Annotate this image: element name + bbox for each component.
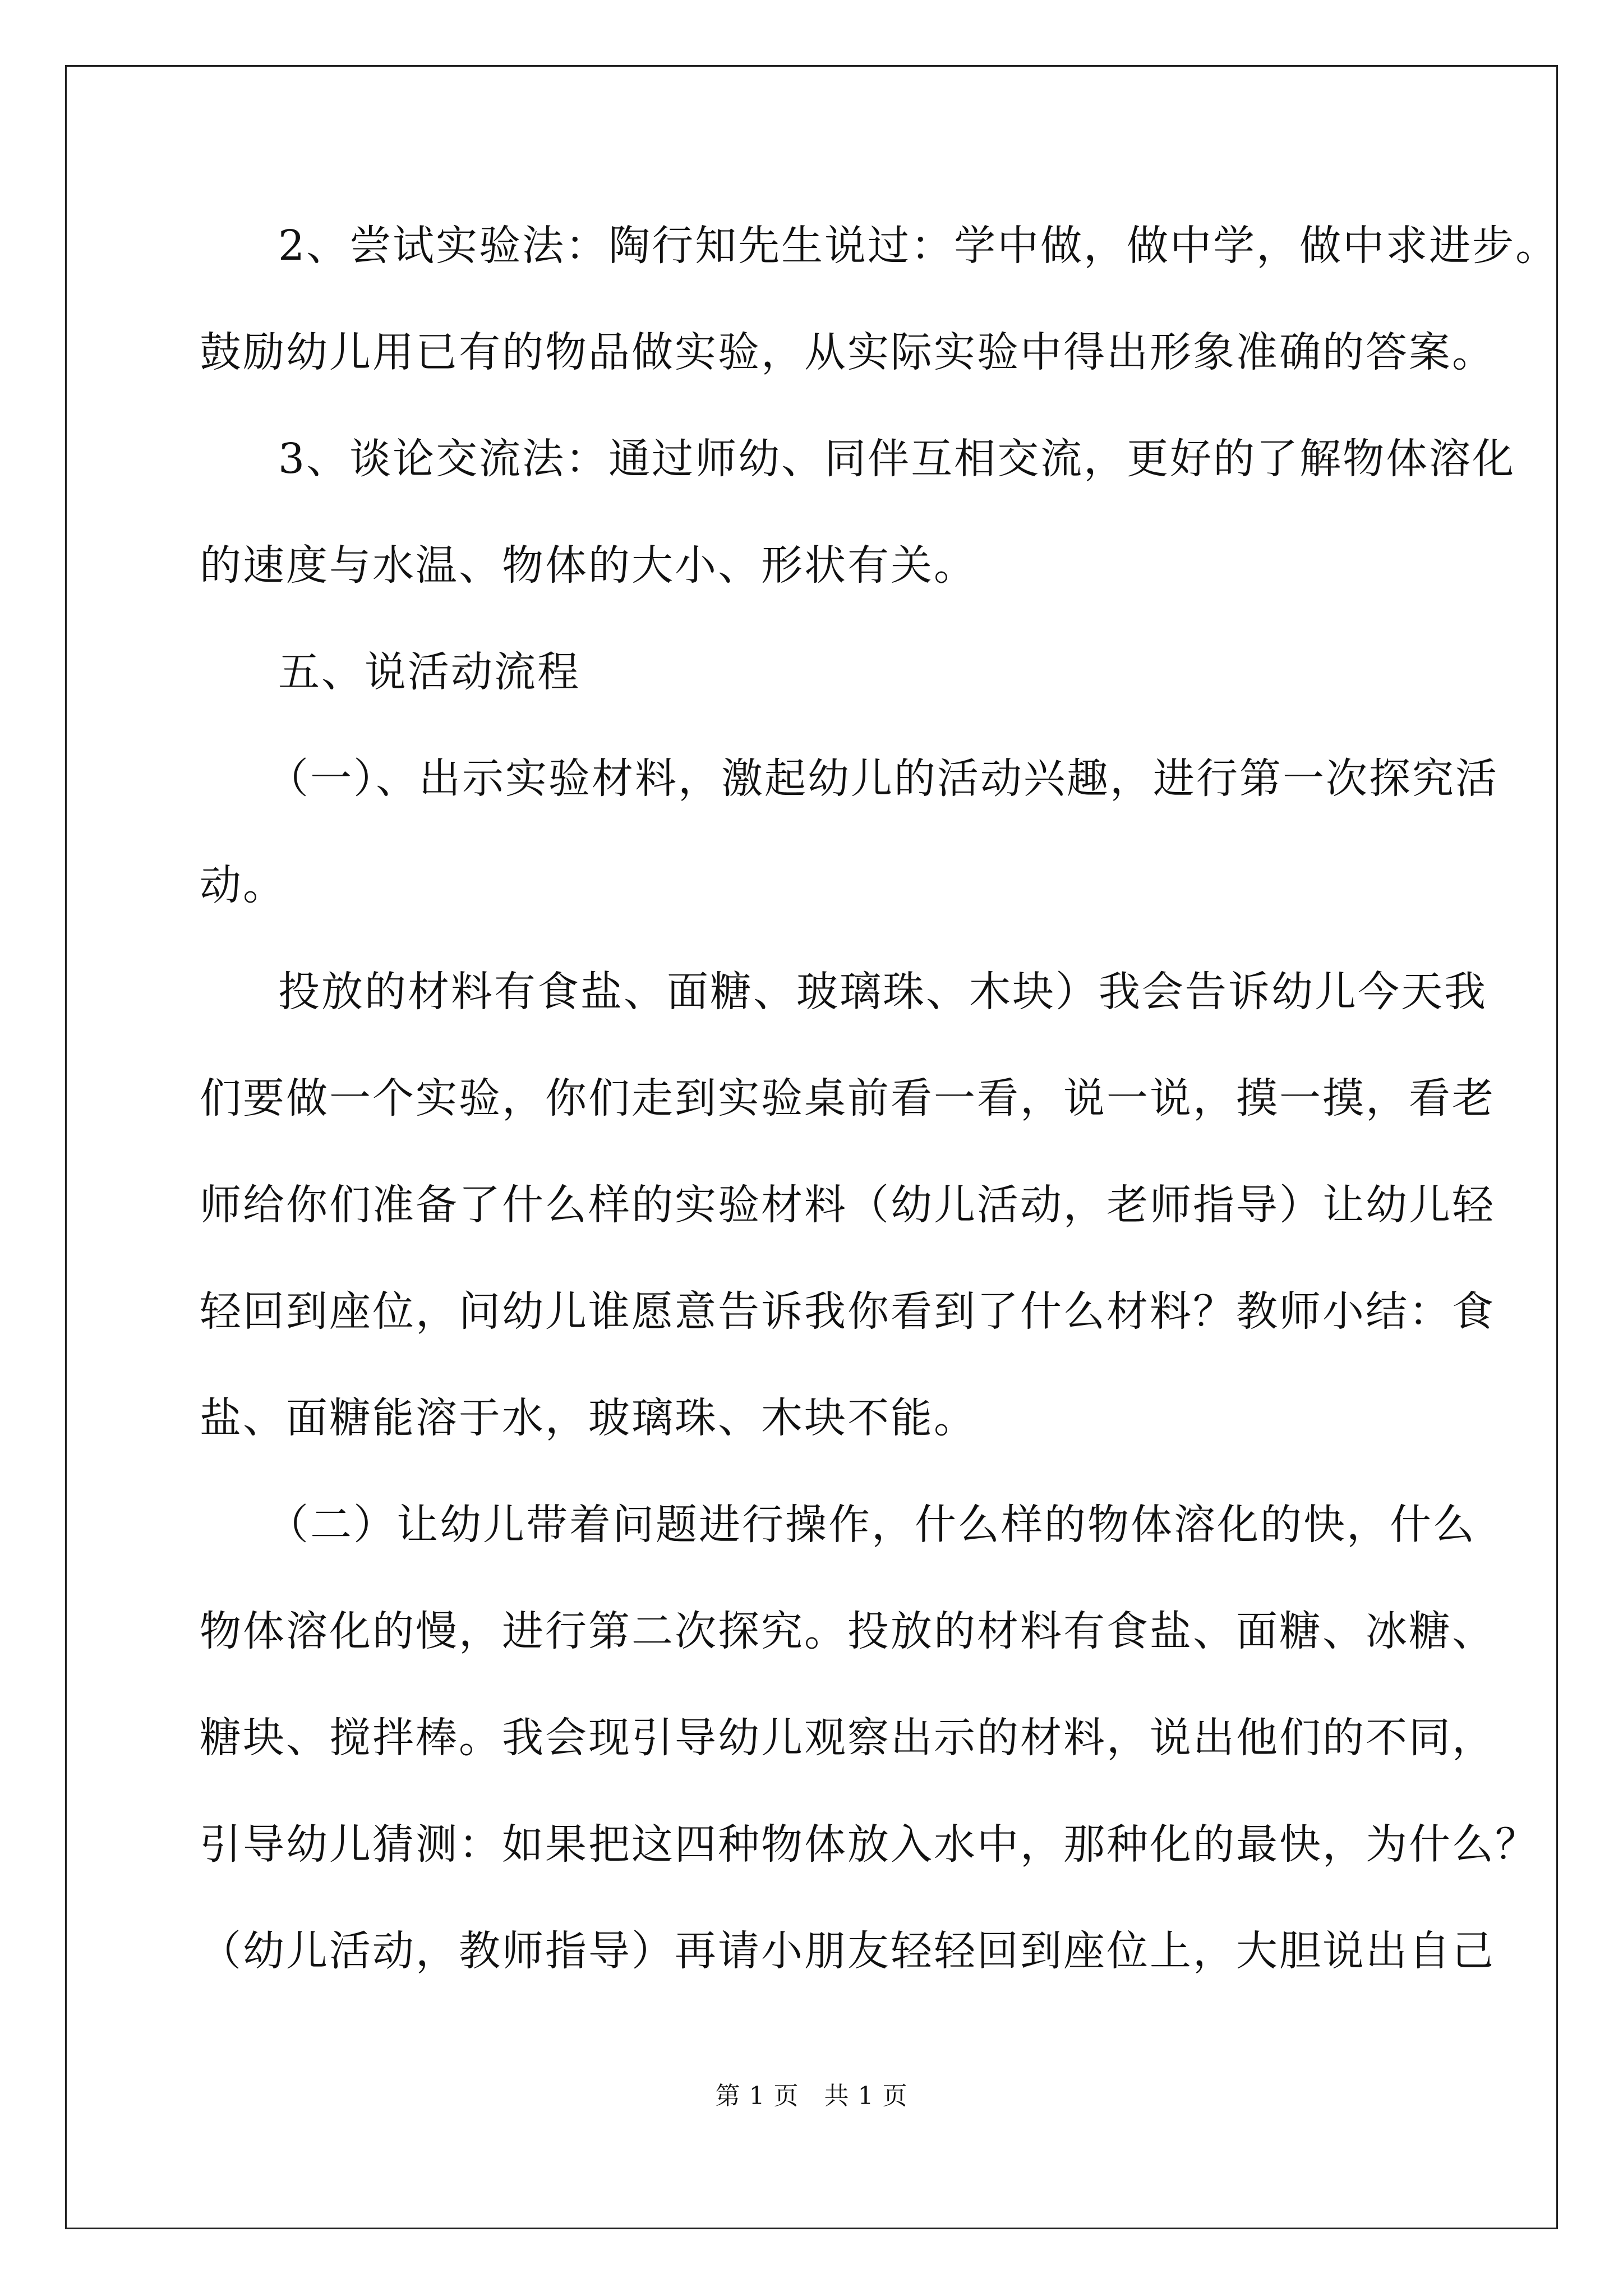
paragraph-line: 引导幼儿猜测：如果把这四种物体放入水中，那种化的最快，为什么？: [200, 1820, 1538, 1869]
paragraph-line: 鼓励幼儿用已有的物品做实验，从实际实验中得出形象准确的答案。: [200, 328, 1495, 376]
paragraph-line: 投放的材料有食盐、面糖、玻璃珠、木块）我会告诉幼儿今天我: [278, 968, 1487, 1016]
paragraph-line: 们要做一个实验，你们走到实验桌前看一看，说一说，摸一摸，看老: [200, 1074, 1495, 1122]
page-border: [65, 65, 1558, 2229]
section-heading: 五、说活动流程: [278, 648, 580, 696]
paragraph-line: 糖块、搅拌棒。我会现引导幼儿观察出示的材料，说出他们的不同，: [200, 1714, 1495, 1762]
page-number-footer: 第 1 页 共 1 页: [715, 2082, 908, 2110]
paragraph-line: 轻回到座位，问幼儿谁愿意告诉我你看到了什么材料？教师小结：食: [200, 1287, 1495, 1336]
paragraph-line: 动。: [200, 861, 286, 909]
paragraph-line: （二）让幼儿带着问题进行操作，什么样的物体溶化的快，什么: [267, 1501, 1476, 1549]
paragraph-line: 2、尝试实验法：陶行知先生说过：学中做，做中学，做中求进步。: [278, 222, 1559, 270]
paragraph-line: 物体溶化的慢，进行第二次探究。投放的材料有食盐、面糖、冰糖、: [200, 1607, 1495, 1655]
paragraph-line: （幼儿活动，教师指导）再请小朋友轻轻回到座位上，大胆说出自己: [200, 1927, 1495, 1975]
paragraph-line: 的速度与水温、物体的大小、形状有关。: [200, 541, 977, 590]
paragraph-line: 盐、面糖能溶于水，玻璃珠、木块不能。: [200, 1394, 977, 1442]
paragraph-line: 师给你们准备了什么样的实验材料（幼儿活动，老师指导）让幼儿轻: [200, 1181, 1495, 1229]
paragraph-line: （一）、出示实验材料，激起幼儿的活动兴趣，进行第一次探究活: [267, 754, 1498, 803]
paragraph-line: 3、谈论交流法：通过师幼、同伴互相交流，更好的了解物体溶化: [278, 435, 1516, 483]
